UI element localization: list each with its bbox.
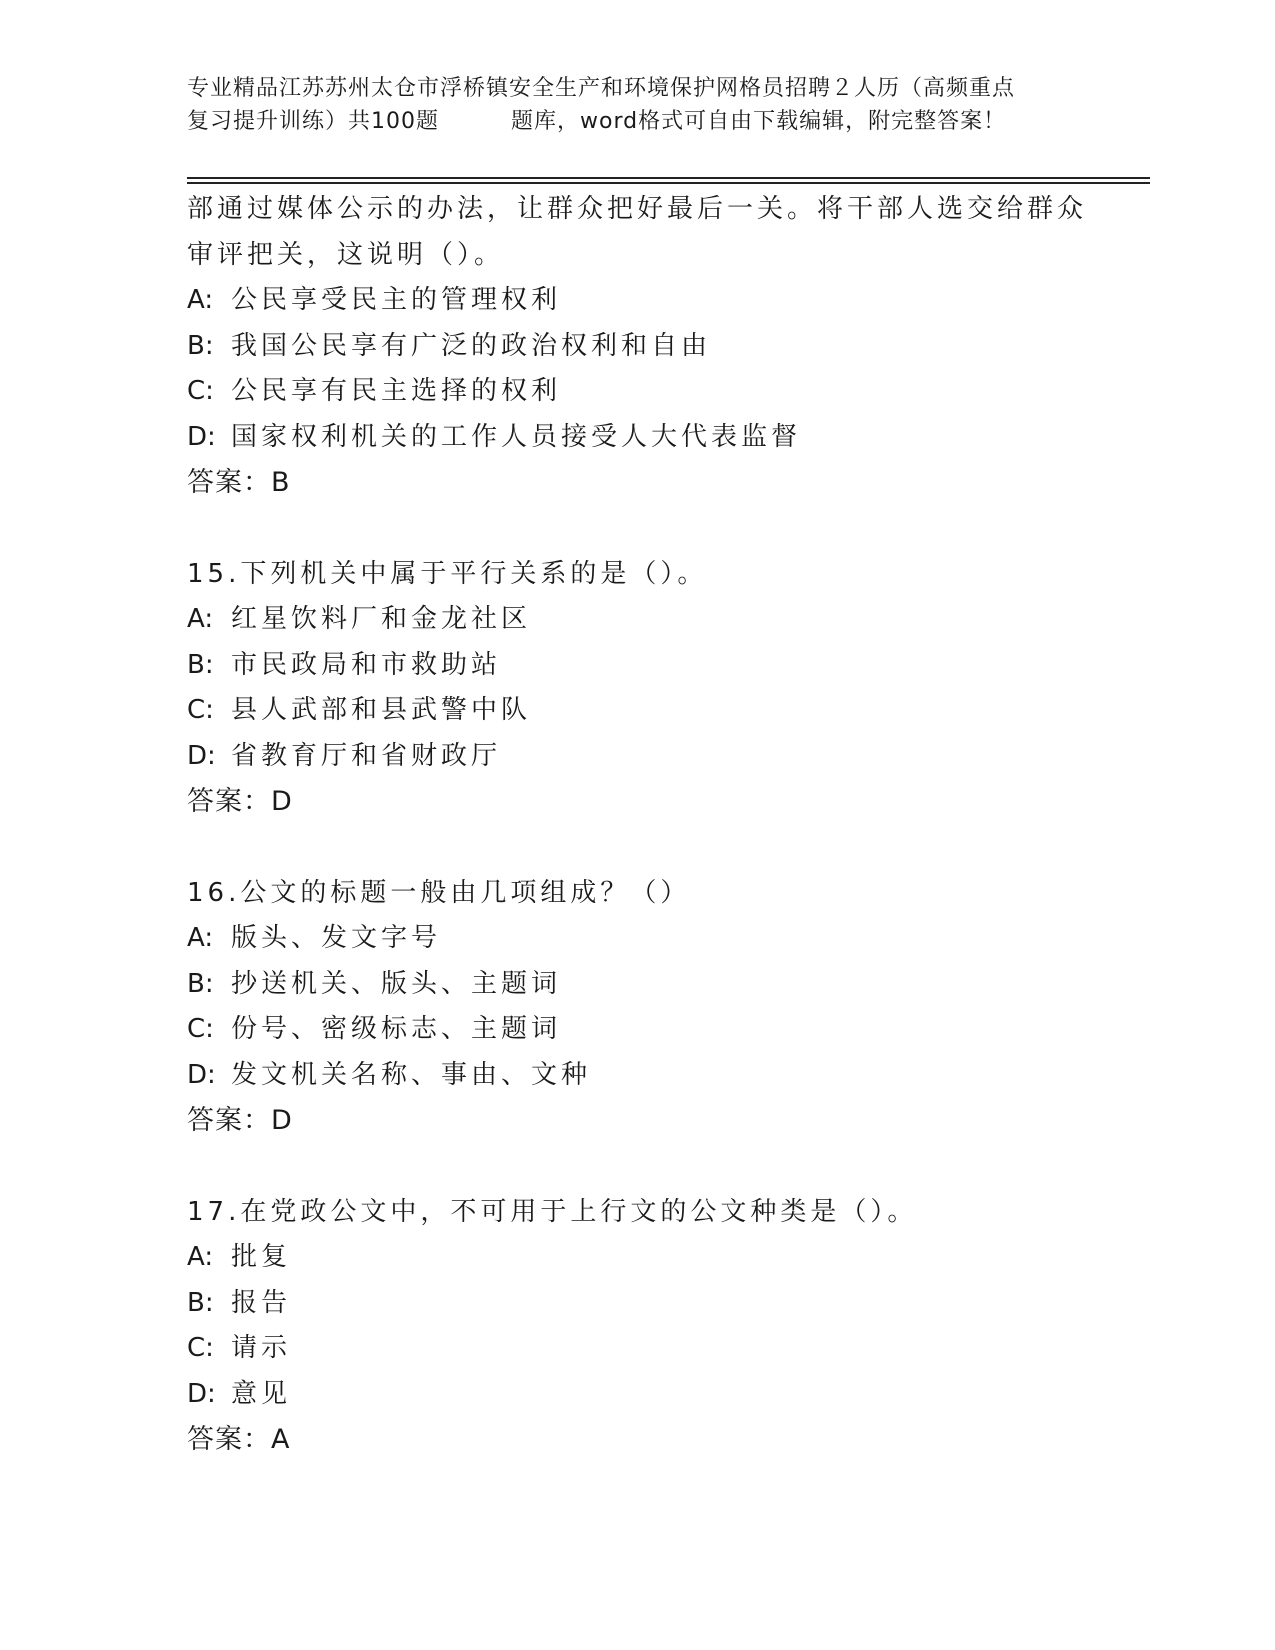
option-text: 公民享有民主选择的权利 bbox=[231, 376, 562, 406]
question-block-16 bbox=[187, 871, 1147, 1144]
option-c bbox=[187, 1326, 1147, 1372]
option-key: C: bbox=[187, 695, 214, 725]
option-d bbox=[187, 1053, 1147, 1099]
option-key: C: bbox=[187, 376, 214, 406]
option-text: 红星饮料厂和金龙社区 bbox=[231, 604, 532, 634]
question-content bbox=[187, 187, 1147, 1463]
question-stem: 17.在党政公文中，不可用于上行文的公文种类是（）。 bbox=[187, 1196, 918, 1227]
option-key: D: bbox=[187, 1059, 216, 1090]
option-c bbox=[187, 1007, 1147, 1053]
option-key: C: bbox=[187, 1333, 214, 1363]
option-b bbox=[187, 962, 1147, 1008]
option-text: 意见 bbox=[231, 1378, 292, 1409]
option-text: 份号、密级标志、主题词 bbox=[231, 1014, 562, 1044]
option-text: 报告 bbox=[231, 1287, 292, 1318]
question-stem-line: 部通过媒体公示的办法，让群众把好最后一关。将干部人选交给群众 bbox=[187, 194, 1088, 224]
option-c bbox=[187, 688, 1147, 734]
option-key: D: bbox=[187, 1378, 216, 1409]
option-key: A: bbox=[187, 1242, 214, 1272]
answer-line: 答案：B bbox=[187, 467, 291, 498]
option-b bbox=[187, 324, 1147, 370]
option-text: 版头、发文字号 bbox=[231, 923, 442, 953]
option-text: 发文机关名称、事由、文种 bbox=[231, 1059, 592, 1090]
option-key: A: bbox=[187, 923, 214, 953]
option-text: 批复 bbox=[231, 1242, 292, 1272]
header-line-2 bbox=[187, 105, 1087, 138]
option-text: 国家权利机关的工作人员接受人大代表监督 bbox=[231, 421, 802, 452]
option-key: C: bbox=[187, 1014, 214, 1044]
option-key: D: bbox=[187, 740, 216, 771]
option-text: 省教育厅和省财政厅 bbox=[231, 740, 502, 771]
option-key: B: bbox=[187, 330, 214, 361]
header-rule-bottom bbox=[187, 182, 1150, 184]
header-line-2-part-b: 题库，word格式可自由下载编辑，附完整答案！ bbox=[511, 109, 1007, 134]
option-a bbox=[187, 278, 1147, 324]
answer-line: 答案：D bbox=[187, 786, 293, 817]
question-stem: 16.公文的标题一般由几项组成？（） bbox=[187, 877, 691, 908]
option-b bbox=[187, 1281, 1147, 1327]
option-key: B: bbox=[187, 1287, 214, 1318]
page-header bbox=[187, 72, 1087, 138]
question-block-15 bbox=[187, 552, 1147, 825]
option-text: 我国公民享有广泛的政治权利和自由 bbox=[231, 330, 712, 361]
option-a bbox=[187, 597, 1147, 643]
question-stem: 15.下列机关中属于平行关系的是（）。 bbox=[187, 558, 708, 589]
question-stem-line: 审评把关，这说明（）。 bbox=[187, 239, 505, 270]
option-key: B: bbox=[187, 649, 214, 680]
header-line-2-part-a: 复习提升训练）共100题 bbox=[187, 109, 439, 134]
question-block-continued bbox=[187, 187, 1147, 506]
option-text: 县人武部和县武警中队 bbox=[231, 695, 532, 725]
answer-line: 答案：A bbox=[187, 1424, 291, 1455]
option-text: 市民政局和市救助站 bbox=[231, 649, 502, 680]
header-line-1: 专业精品江苏苏州太仓市浮桥镇安全生产和环境保护网格员招聘２人历（高频重点 bbox=[187, 76, 1016, 101]
option-a bbox=[187, 1235, 1147, 1281]
header-rule-top bbox=[187, 177, 1150, 179]
option-d bbox=[187, 415, 1147, 461]
question-block-17 bbox=[187, 1190, 1147, 1463]
option-text: 请示 bbox=[231, 1333, 292, 1363]
answer-line: 答案：D bbox=[187, 1105, 293, 1136]
option-a bbox=[187, 916, 1147, 962]
option-d bbox=[187, 734, 1147, 780]
option-text: 抄送机关、版头、主题词 bbox=[231, 968, 562, 999]
option-b bbox=[187, 643, 1147, 689]
option-key: A: bbox=[187, 285, 214, 315]
option-d bbox=[187, 1372, 1147, 1418]
option-key: A: bbox=[187, 604, 214, 634]
option-key: B: bbox=[187, 968, 214, 999]
option-c bbox=[187, 369, 1147, 415]
option-key: D: bbox=[187, 421, 216, 452]
option-text: 公民享受民主的管理权利 bbox=[231, 285, 562, 315]
